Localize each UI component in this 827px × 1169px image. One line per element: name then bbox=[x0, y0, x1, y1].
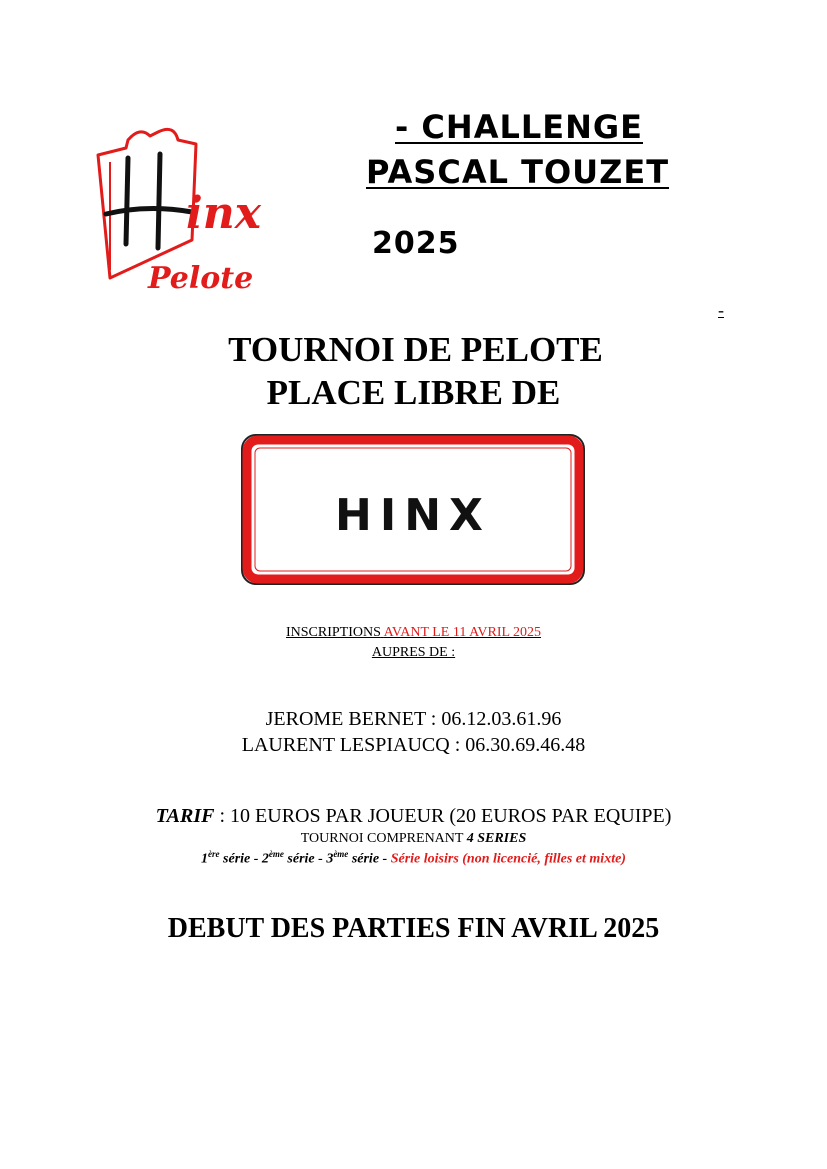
contact-laurent: LAURENT LESPIAUCQ : 06.30.69.46.48 bbox=[241, 734, 586, 756]
svg-text:Pelote: Pelote bbox=[148, 261, 254, 296]
challenge-year: 2025 bbox=[372, 226, 460, 261]
serie-2-label: série - bbox=[283, 851, 327, 867]
serie-2-num: 2 bbox=[261, 851, 269, 867]
inscriptions-deadline: AVANT LE 11 AVRIL 2025 bbox=[383, 625, 542, 640]
serie-3-sup: ème bbox=[333, 849, 349, 859]
series-count: 4 SERIES bbox=[466, 831, 527, 846]
debut-line: DEBUT DES PARTIES FIN AVRIL 2025 bbox=[167, 913, 660, 944]
title-line-2: PLACE LIBRE DE bbox=[266, 373, 561, 412]
title-line-1: TOURNOI DE PELOTE bbox=[228, 330, 603, 369]
series-line bbox=[0, 849, 827, 868]
serie-1-label: série - bbox=[219, 851, 262, 867]
tournoi-text: TOURNOI COMPRENANT bbox=[300, 831, 467, 846]
tournoi-line bbox=[0, 831, 827, 847]
serie-1-num: 1 bbox=[201, 851, 209, 867]
sign-town-name: HINX bbox=[335, 490, 491, 541]
tarif-line bbox=[0, 805, 827, 828]
serie-2-sup: ème bbox=[268, 849, 284, 859]
hinx-pelote-logo bbox=[88, 120, 268, 300]
tarif-text: : 10 EUROS PAR JOUEUR (20 EUROS PAR EQUIPE) bbox=[214, 805, 672, 827]
stray-dash: - bbox=[718, 300, 724, 320]
town-entry-sign bbox=[240, 433, 586, 586]
challenge-line-1: - CHALLENGE bbox=[395, 108, 643, 146]
serie-1-sup: ère bbox=[208, 849, 220, 859]
contact-jerome: JEROME BERNET : 06.12.03.61.96 bbox=[265, 708, 562, 730]
serie-3-num: 3 bbox=[326, 851, 334, 867]
tarif-label: TARIF bbox=[155, 805, 215, 827]
serie-loisirs: Série loisirs (non licencié, filles et mixte) bbox=[390, 851, 626, 867]
aupres-label: AUPRES DE : bbox=[371, 645, 456, 660]
challenge-line-2: PASCAL TOUZET bbox=[366, 153, 670, 191]
serie-3-label: série - bbox=[348, 851, 391, 867]
inscriptions-line bbox=[0, 625, 827, 641]
svg-text:inx: inx bbox=[186, 188, 261, 239]
inscriptions-label: INSCRIPTIONS bbox=[285, 625, 381, 640]
